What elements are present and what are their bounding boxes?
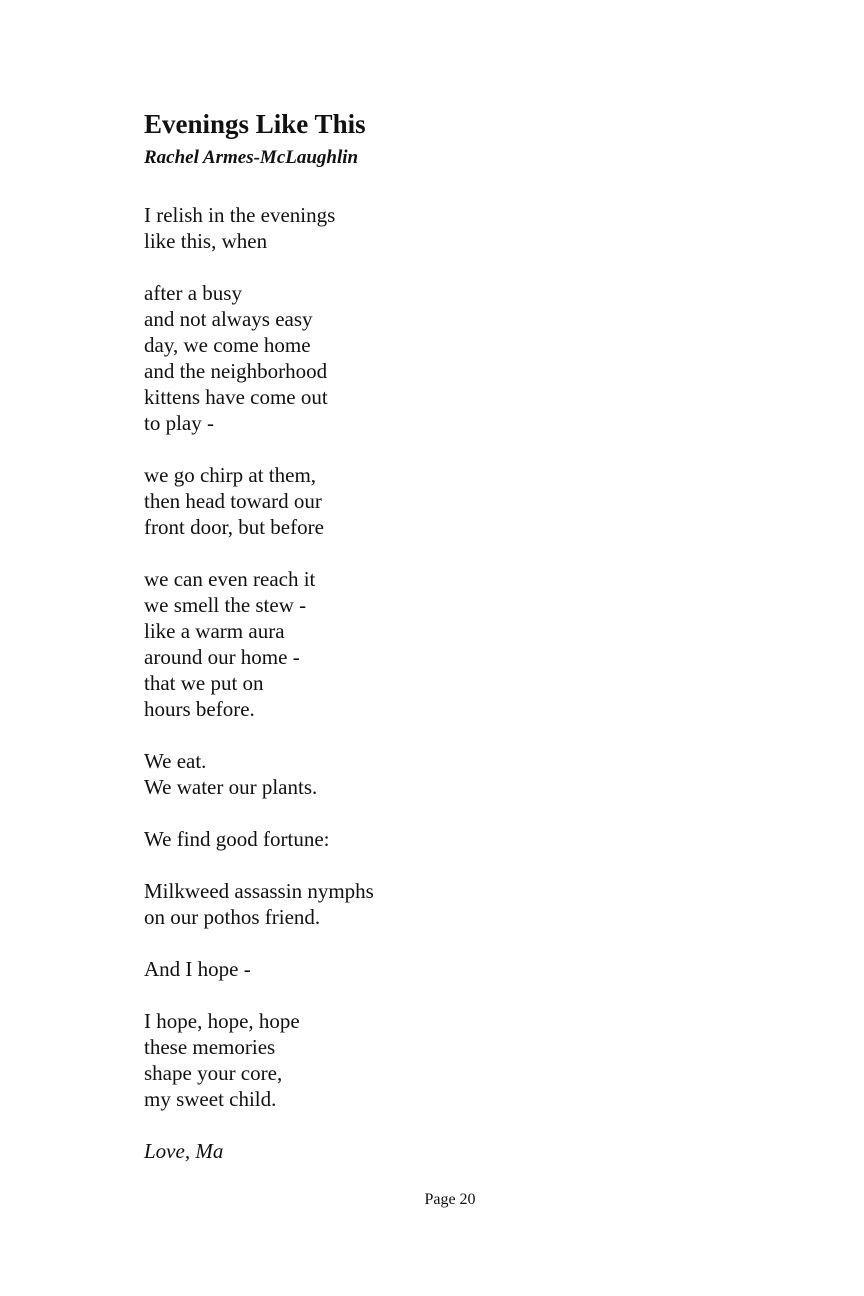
page-number: Page 20: [424, 1191, 476, 1208]
poem-line: around our home -: [144, 645, 300, 669]
poem-line: on our pothos friend.: [144, 905, 321, 929]
stanza: [144, 566, 374, 722]
poem-line: these memories: [144, 1035, 276, 1059]
poem-line: We water our plants.: [144, 775, 318, 799]
stanza: [144, 462, 374, 540]
poem-line: and not always easy: [144, 307, 313, 331]
stanza: [144, 748, 374, 800]
poem-line: that we put on: [144, 671, 264, 695]
poem-line: We find good fortune:: [144, 827, 330, 851]
stanza: [144, 878, 374, 930]
stanza: [144, 956, 374, 982]
poem-line: And I hope -: [144, 957, 251, 981]
poem-line: like this, when: [144, 229, 268, 253]
poem-line: We eat.: [144, 749, 207, 773]
poem-author: Rachel Armes-McLaughlin: [144, 147, 359, 168]
poem-line: then head toward our: [144, 489, 322, 513]
poem-line: and the neighborhood: [144, 359, 328, 383]
stanza: [144, 1008, 374, 1112]
poem-line: like a warm aura: [144, 619, 285, 643]
stanza: [144, 280, 374, 436]
poem-line: front door, but before: [144, 515, 324, 539]
poem-line: we can even reach it: [144, 567, 316, 591]
stanza: [144, 826, 374, 852]
stanza: [144, 202, 374, 254]
poem-line: I hope, hope, hope: [144, 1009, 300, 1033]
poem-line: hours before.: [144, 697, 255, 721]
poem-line: shape your core,: [144, 1061, 283, 1085]
poem-line: we go chirp at them,: [144, 463, 317, 487]
poem-line: we smell the stew -: [144, 593, 307, 617]
poem-line: day, we come home: [144, 333, 311, 357]
poem-line: after a busy: [144, 281, 242, 305]
poem-line: to play -: [144, 411, 214, 435]
poem-line: kittens have come out: [144, 385, 328, 409]
poem-body: [144, 202, 374, 1164]
poem-title: Evenings Like This: [144, 109, 366, 139]
poem-line: Milkweed assassin nymphs: [144, 879, 374, 903]
poem-line: I relish in the evenings: [144, 203, 336, 227]
poem-signoff: Love, Ma: [144, 1139, 224, 1163]
poem-line: my sweet child.: [144, 1087, 277, 1111]
